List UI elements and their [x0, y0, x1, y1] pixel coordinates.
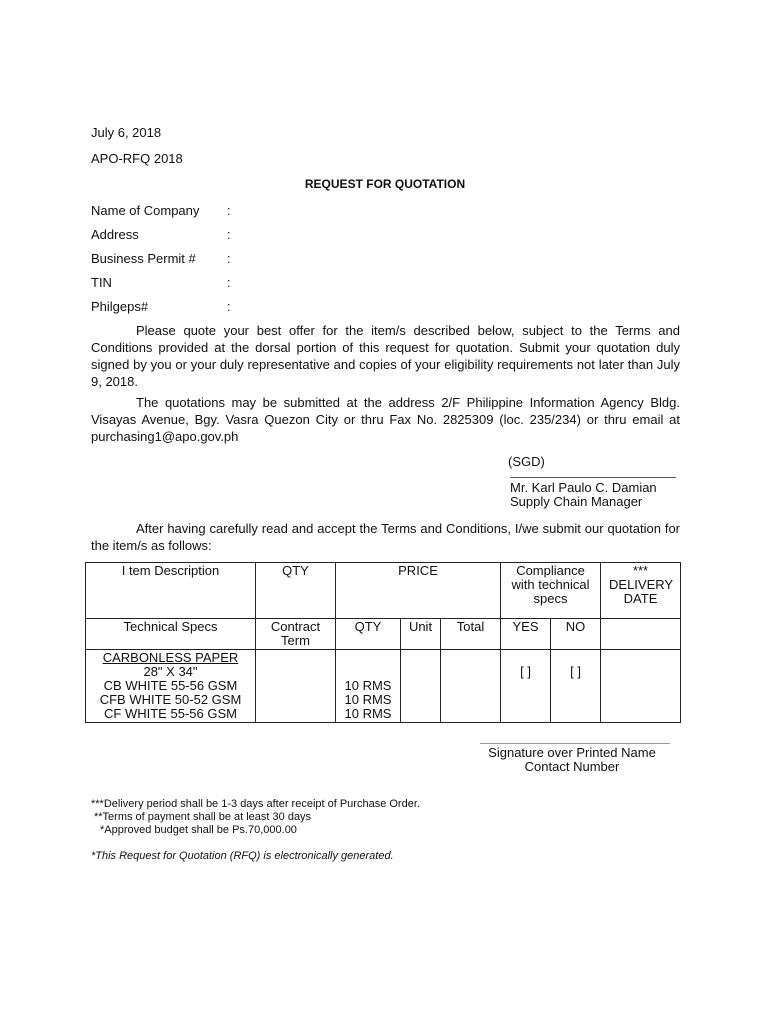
signatory-name: Mr. Karl Paulo C. Damian: [510, 480, 657, 495]
field-label-address: Address: [91, 227, 139, 242]
signature-caption: Signature over Printed Name: [488, 745, 656, 760]
field-label-company: Name of Company: [91, 203, 200, 218]
field-label-philgeps: Philgeps#: [91, 299, 149, 314]
quotation-table: [85, 562, 681, 723]
header-price: PRICE: [336, 563, 501, 619]
contact-number-caption: Contact Number: [524, 759, 620, 774]
no-checkbox[interactable]: [ ]: [570, 664, 581, 679]
header-contract-term: Contract Term: [256, 619, 336, 650]
footnote-delivery: ***Delivery period shall be 1-3 days after receipt of Purchase Order.: [91, 798, 420, 810]
field-colon: :: [227, 227, 231, 242]
date: July 6, 2018: [91, 125, 162, 140]
submission-paragraph: The quotations may be submitted at the address 2/F Philippine Information Agency Bldg. Visayas Avenue, Bgy. Vasra Quezon City or thru Fax No. 2825309 (loc. 235/234) or thru email at purchasing1@apo.gov.ph: [91, 395, 680, 444]
document-title: REQUEST FOR QUOTATION: [304, 177, 466, 191]
signatory-position: Supply Chain Manager: [510, 494, 643, 509]
no-cell: [551, 650, 601, 723]
qty-cell: [336, 650, 401, 723]
signed-mark: (SGD): [508, 454, 545, 469]
yes-cell: [501, 650, 551, 723]
reference-number: APO-RFQ 2018: [91, 151, 183, 166]
field-colon: :: [227, 299, 231, 314]
item-spec-line: CB WHITE 55-56 GSM: [103, 678, 238, 693]
total-cell: [441, 650, 501, 723]
field-label-tin: TIN: [91, 275, 112, 290]
signatory-line: [510, 477, 676, 478]
item-title: CARBONLESS PAPER: [102, 650, 239, 665]
header-price-qty: QTY: [336, 619, 401, 650]
footnote-budget: *Approved budget shall be Ps.70,000.00: [100, 824, 297, 836]
empty-cell: [601, 619, 681, 650]
field-colon: :: [227, 203, 231, 218]
field-colon: :: [227, 275, 231, 290]
acceptance-paragraph: After having carefully read and accept the Terms and Conditions, I/we submit our quotation for the item/s as follows:: [91, 521, 680, 553]
header-yes: YES: [501, 619, 551, 650]
footnote-payment: **Terms of payment shall be at least 30 days: [94, 811, 312, 823]
field-colon: :: [227, 251, 231, 266]
item-qty: 10 RMS: [344, 692, 392, 707]
item-qty: 10 RMS: [344, 678, 392, 693]
header-total: Total: [441, 619, 501, 650]
field-label-business-permit: Business Permit #: [91, 251, 196, 266]
header-unit: Unit: [401, 619, 441, 650]
signature-line: [480, 743, 670, 744]
item-spec-line: CFB WHITE 50-52 GSM: [99, 692, 242, 707]
instructions-paragraph: Please quote your best offer for the item/s described below, subject to the Terms and Conditions provided at the dorsal portion of this request for quotation. Submit your quotation duly signed by you or your duly representative and copies of your eligibility requirements not later than July 9, 2018.: [91, 323, 680, 389]
item-qty: 10 RMS: [344, 706, 392, 721]
header-no: NO: [551, 619, 601, 650]
header-delivery-date: *** DELIVERY DATE: [601, 563, 681, 619]
yes-checkbox[interactable]: [ ]: [520, 664, 531, 679]
contract-term-cell: [256, 650, 336, 723]
header-item-description: I tem Description: [86, 563, 256, 619]
item-size: 28" X 34": [143, 664, 198, 679]
disclaimer: *This Request for Quotation (RFQ) is electronically generated.: [91, 850, 394, 862]
delivery-date-cell: [601, 650, 681, 723]
item-spec-line: CF WHITE 55-56 GSM: [104, 706, 237, 721]
unit-cell: [401, 650, 441, 723]
item-description-cell: [86, 650, 256, 723]
header-technical-specs: Technical Specs: [86, 619, 256, 650]
header-qty: QTY: [256, 563, 336, 619]
header-compliance: Compliance with technical specs: [501, 563, 601, 619]
